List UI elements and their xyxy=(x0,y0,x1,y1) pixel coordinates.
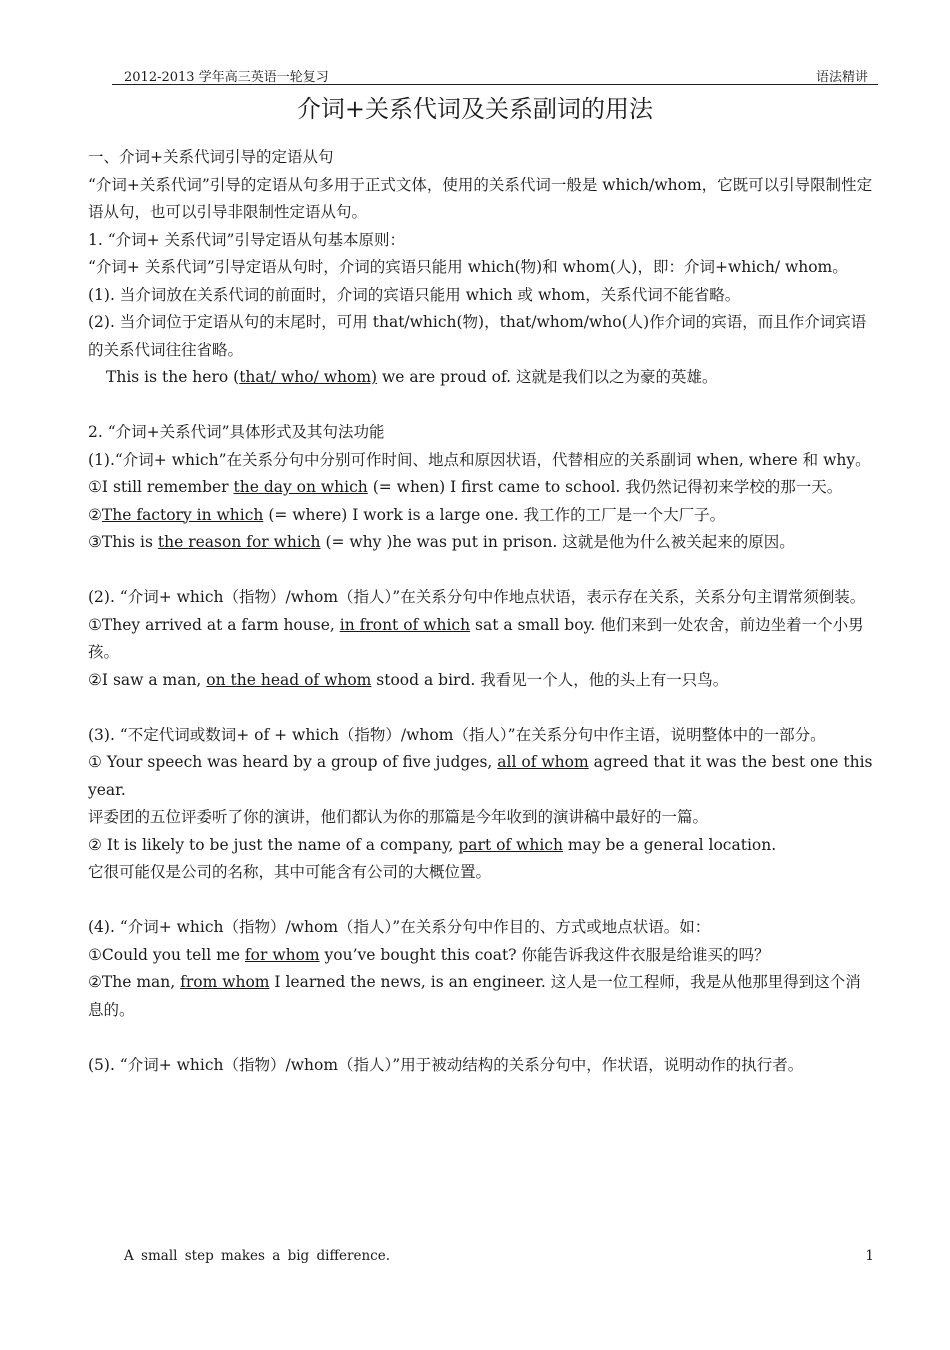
paragraph: (2). “介词+ which（指物）/whom（指人）”在关系分句中作地点状语，表示存在关系，关系分句主谓常须倒装。 xyxy=(88,588,866,606)
paragraph: (3). “不定代词或数词+ of + which（指物）/whom（指人）”在关系分句中作主语，说明整体中的一部分。 xyxy=(88,725,826,744)
underlined-phrase: The factory in which xyxy=(101,505,264,524)
example-text: we are proud of. 这就是我们以之为豪的英雄。 xyxy=(377,368,718,386)
example-text: may be a general location. xyxy=(562,835,777,854)
translation: 它很可能仅是公司的名称，其中可能含有公司的大概位置。 xyxy=(88,863,492,881)
paragraph: (1). 当介词放在关系代词的前面时，介词的宾语只能用 which 或 whom，关系代词不能省略。 xyxy=(88,285,741,304)
example-text: This is the hero ( xyxy=(106,368,240,386)
example-text: ③This is xyxy=(88,533,158,551)
example-text: you’ve bought this coat? 你能告诉我这件衣服是给谁买的吗？ xyxy=(319,945,770,964)
underlined-phrase: all of whom xyxy=(497,753,589,771)
section-heading: 一、介词+关系代词引导的定语从句 xyxy=(88,148,334,166)
paragraph: “介词+ 关系代词”引导定语从句时，介词的宾语只能用 which(物)和 whom(人)，即：介词+which/ whom。 xyxy=(88,258,848,276)
example-text: stood a bird. 我看见一个人，他的头上有一只鸟。 xyxy=(371,670,729,689)
spacer xyxy=(88,694,876,722)
example-text: ② It is likely to be just the name of a company, xyxy=(88,835,459,854)
subheading: 1. “介词+ 关系代词”引导定语从句基本原则： xyxy=(88,230,405,249)
header-right: 语法精讲 xyxy=(815,70,868,85)
example-text: sat a small boy. 他们来到一处农舍，前边坐着一个小男孩。 xyxy=(88,615,864,661)
example-text: ②I saw a man, xyxy=(88,670,207,689)
paragraph: (1).“介词+ which”在关系分句中分别可作时间、地点和原因状语，代替相应的关系副词 when, where 和 why。 xyxy=(88,450,871,469)
example-sentence xyxy=(88,942,876,970)
example-sentence xyxy=(88,502,876,530)
paragraph: (4). “介词+ which（指物）/whom（指人）”在关系分句中作目的、方式或地点状语。如： xyxy=(88,918,711,936)
underlined-phrase: on the head of whom xyxy=(206,670,372,689)
underlined-phrase: from whom xyxy=(180,973,270,991)
underlined-phrase: that/ who/ whom) xyxy=(239,368,378,386)
spacer xyxy=(88,887,876,915)
subheading: 2. “介词+关系代词”具体形式及其句法功能 xyxy=(88,423,385,441)
underlined-phrase: in front of which xyxy=(339,615,471,634)
translation: 评委团的五位评委听了你的演讲，他们都认为你的那篇是今年收到的演讲稿中最好的一篇。 xyxy=(88,808,709,826)
header-rule xyxy=(112,84,878,85)
example-sentence xyxy=(88,832,876,860)
paragraph: (5). “介词+ which（指物）/whom（指人）”用于被动结构的关系分句中，作状语，说明动作的执行者。 xyxy=(88,1055,804,1074)
example-sentence xyxy=(88,474,876,502)
example-sentence xyxy=(88,969,876,1024)
spacer xyxy=(88,557,876,585)
page-number: 1 xyxy=(865,1248,874,1264)
underlined-phrase: the day on which xyxy=(233,478,368,496)
underlined-phrase: for whom xyxy=(244,945,320,964)
example-text: agreed that it was the best one this year. xyxy=(88,753,873,799)
example-text: (= when) I first came to school. 我仍然记得初来学校的那一天。 xyxy=(367,478,843,496)
page-title: 介词+关系代词及关系副词的用法 xyxy=(296,95,654,123)
example-text: ②The man, xyxy=(88,973,181,991)
paragraph: (2). 当介词位于定语从句的末尾时，可用 that/which(物)，that/whom/who(人)作介词的宾语，而且作介词宾语的关系代词往往省略。 xyxy=(88,313,867,359)
underlined-phrase: the reason for which xyxy=(157,533,321,551)
example-sentence xyxy=(88,529,876,557)
example-text: I learned the news, is an engineer. 这人是一位工程师，我是从他那里得到这个消息的。 xyxy=(88,973,861,1019)
document-body xyxy=(88,144,876,1079)
paragraph: “介词+关系代词”引导的定语从句多用于正式文体，使用的关系代词一般是 which/whom，它既可以引导限制性定语从句，也可以引导非限制性定语从句。 xyxy=(88,175,873,221)
spacer xyxy=(88,1024,876,1052)
example-text: (= where) I work is a large one. 我工作的工厂是一个大厂子。 xyxy=(263,505,726,524)
example-sentence xyxy=(88,612,876,667)
spacer xyxy=(88,392,876,420)
example-text: ① Your speech was heard by a group of five judges, xyxy=(88,753,498,771)
example-text: ①I still remember xyxy=(88,478,234,496)
header-left: 2012-2013 学年高三英语一轮复习 xyxy=(124,70,329,85)
example-text: ② xyxy=(88,505,102,524)
example-sentence xyxy=(88,749,876,804)
underlined-phrase: part of which xyxy=(458,835,563,854)
example-text: ①They arrived at a farm house, xyxy=(88,615,340,634)
footer-motto: A small step makes a big difference. xyxy=(124,1248,391,1264)
example-sentence xyxy=(88,667,876,695)
example-text: (= why )he was put in prison. 这就是他为什么被关起来的原因。 xyxy=(320,533,795,551)
example-text: ①Could you tell me xyxy=(88,945,245,964)
example-sentence xyxy=(88,364,876,392)
